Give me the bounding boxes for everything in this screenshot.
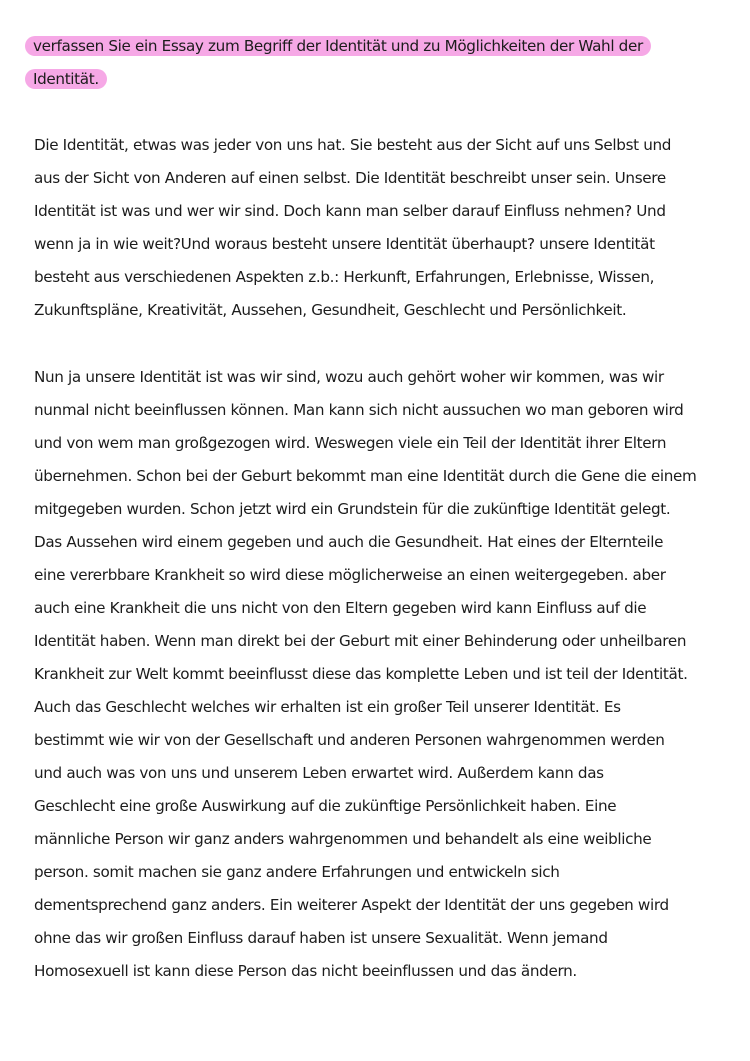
text-line: ohne das wir großen Einfluss darauf haben ist unsere Sexualität. Wenn jemand	[34, 929, 608, 947]
text-line: wenn ja in wie weit?Und woraus besteht unsere Identität überhaupt? unsere Identität	[34, 235, 655, 253]
text-line: auch eine Krankheit die uns nicht von den Eltern gegeben wird kann Einfluss auf die	[34, 599, 647, 617]
heading-line-2	[34, 68, 107, 90]
text-line: männliche Person wir ganz anders wahrgenommen und behandelt als eine weibliche	[34, 830, 652, 848]
text-line: Identität ist was und wer wir sind. Doch kann man selber darauf Einfluss nehmen? Und	[34, 202, 666, 220]
text-line: person. somit machen sie ganz andere Erfahrungen und entwickeln sich	[34, 863, 560, 881]
text-line: nunmal nicht beeinflussen können. Man kann sich nicht aussuchen wo man geboren wird	[34, 401, 684, 419]
text-line: Das Aussehen wird einem gegeben und auch die Gesundheit. Hat eines der Elternteile	[34, 533, 664, 551]
heading-highlight: Identität.	[25, 69, 107, 89]
text-line: bestimmt wie wir von der Gesellschaft und anderen Personen wahrgenommen werden	[34, 731, 665, 749]
heading-line-1	[34, 35, 651, 57]
text-line: dementsprechend ganz anders. Ein weiterer Aspekt der Identität der uns gegeben wird	[34, 896, 669, 914]
text-line: Krankheit zur Welt kommt beeinflusst diese das komplette Leben und ist teil der Identität.	[34, 665, 688, 683]
text-line: eine vererbbare Krankheit so wird diese möglicherweise an einen weitergegeben. aber	[34, 566, 666, 584]
text-line: Die Identität, etwas was jeder von uns hat. Sie besteht aus der Sicht auf uns Selbst und	[34, 136, 672, 154]
heading-highlight: verfassen Sie ein Essay zum Begriff der Identität und zu Möglichkeiten der Wahl der	[25, 36, 651, 56]
text-line: besteht aus verschiedenen Aspekten z.b.: Herkunft, Erfahrungen, Erlebnisse, Wissen,	[34, 268, 655, 286]
text-line: mitgegeben wurden. Schon jetzt wird ein Grundstein für die zukünftige Identität gelegt.	[34, 500, 671, 518]
text-line: Auch das Geschlecht welches wir erhalten ist ein großer Teil unserer Identität. Es	[34, 698, 621, 716]
text-line: Geschlecht eine große Auswirkung auf die zukünftige Persönlichkeit haben. Eine	[34, 797, 617, 815]
text-line: und auch was von uns und unserem Leben erwartet wird. Außerdem kann das	[34, 764, 604, 782]
text-line: Identität haben. Wenn man direkt bei der Geburt mit einer Behinderung oder unheilbaren	[34, 632, 687, 650]
text-line: Homosexuell ist kann diese Person das nicht beeinflussen und das ändern.	[34, 962, 577, 980]
text-line: Nun ja unsere Identität ist was wir sind, wozu auch gehört woher wir kommen, was wir	[34, 368, 664, 386]
text-line: übernehmen. Schon bei der Geburt bekommt man eine Identität durch die Gene die einem	[34, 467, 697, 485]
text-line: und von wem man großgezogen wird. Weswegen viele ein Teil der Identität ihrer Eltern	[34, 434, 667, 452]
text-line: aus der Sicht von Anderen auf einen selbst. Die Identität beschreibt unser sein. Unsere	[34, 169, 666, 187]
text-line: Zukunftspläne, Kreativität, Aussehen, Gesundheit, Geschlecht und Persönlichkeit.	[34, 301, 627, 319]
